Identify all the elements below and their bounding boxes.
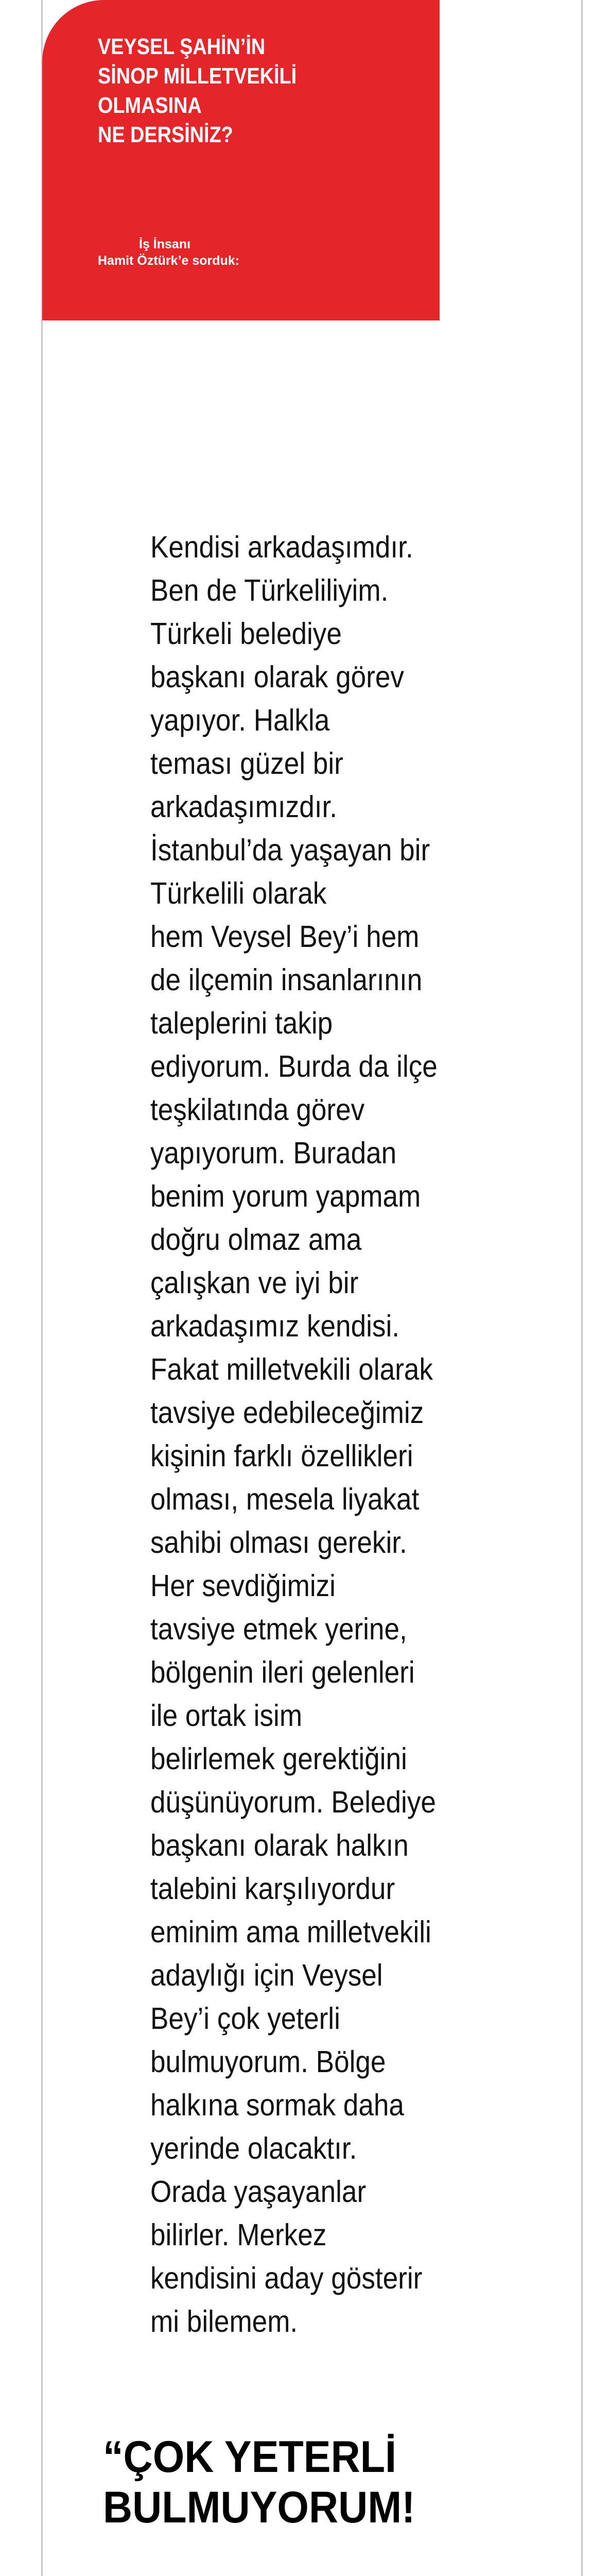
- interviewee-role: İş İnsanı: [139, 237, 191, 251]
- interviewee-info: [98, 236, 386, 269]
- article-body: Kendisi arkadaşımdır. Ben de Türkeliliyim. Türkeli belediye başkanı olarak görev yapıyor. Halkla teması güzel bir arkadaşımızdır. İstanbul’da yaşayan bir Türkelili olarak hem Veysel Bey’i hem de ilçemin insanlarının taleplerini takip ediyorum. Burda da ilçe teşkilatında görev yapıyorum. Buradan benim yorum yapmam doğru olmaz ama çalışkan ve iyi bir arkadaşımız kendisi. Fakat milletvekili olarak tavsiye edebileceğimiz kişinin farklı özellikleri olması, mesela liyakat sahibi olması gerekir. Her sevdiğimizi tavsiye etmek yerine, bölgenin ileri gelenleri ile ortak isim belirlemek gerektiğini düşünüyorum. Belediye başkanı olarak halkın talebini karşılıyordur eminim ama milletvekili adaylığı için Veysel Bey’i çok yeterli bulmuyorum. Bölge halkına sormak daha yerinde olacaktır. Orada yaşayanlar bilirler. Merkez kendisini aday gösterir mi bilemem.: [150, 530, 438, 2338]
- headline: VEYSEL ŞAHİN’İN SİNOP MİLLETVEKİLİ OLMASINA NE DERSİNİZ?: [98, 34, 297, 147]
- pull-quote: “ÇOK YETERLİ BULMUYORUM!: [103, 2432, 415, 2532]
- interviewee-name: Hamit Öztürk’e sorduk:: [98, 253, 240, 268]
